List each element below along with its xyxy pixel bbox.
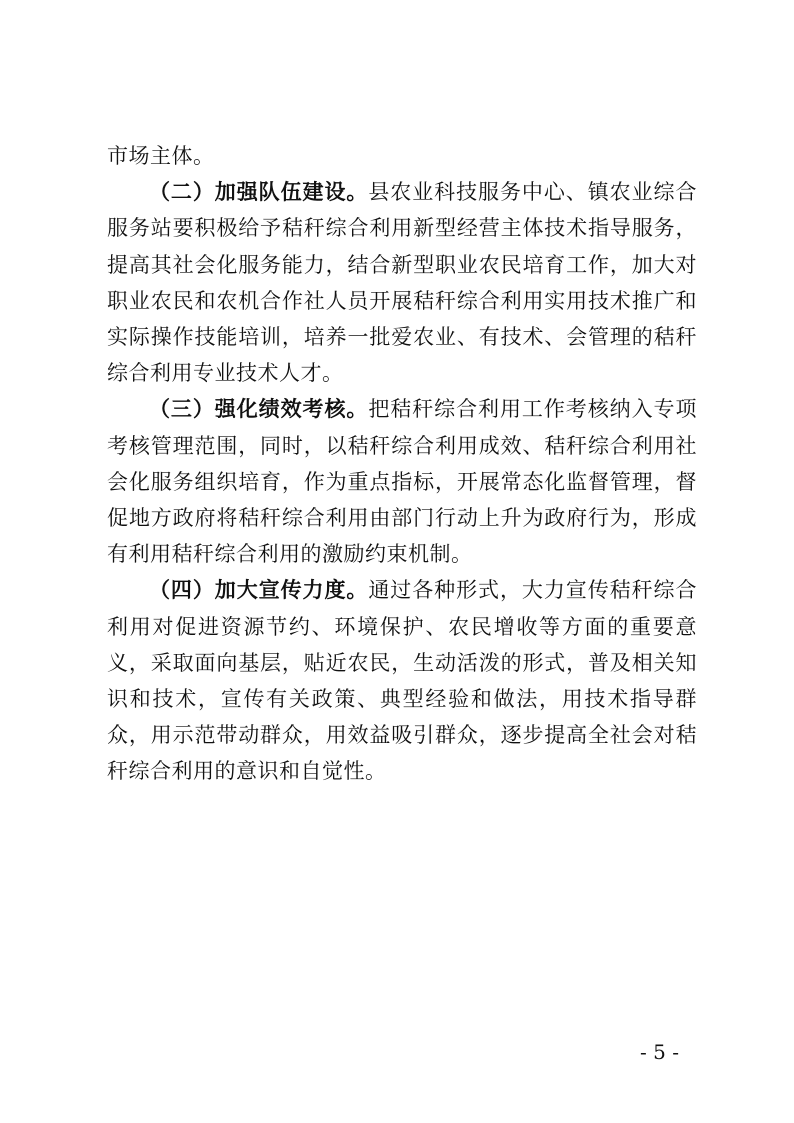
section-heading: （二）加强队伍建设。 [149,179,369,205]
section-heading: （三）强化绩效考核。 [149,396,369,422]
paragraph-team-building [107,174,697,391]
section-heading: （四）加大宣传力度。 [149,577,369,603]
paragraph-text: 通过各种形式，大力宣传秸秆综合利用对促进资源节约、环境保护、农民增收等方面的重要意义，采取面向基层，贴近农民，生动活泼的形式，普及相关知识和技术，宣传有关政策、典型经验和做法，用技术指导群众，用示范带动群众，用效益吸引群众，逐步提高全社会对秸秆综合利用的意识和自觉性。 [107,578,697,784]
paragraph-performance-assessment [107,391,697,572]
paragraph-publicity [107,572,697,789]
document-body [107,138,697,790]
paragraph-continuation [107,138,697,174]
paragraph-text: 市场主体。 [107,144,215,168]
page-number: - 5 - [640,1040,679,1064]
paragraph-text: 县农业科技服务中心、镇农业综合服务站要积极给予秸秆综合利用新型经营主体技术指导服务，提高其社会化服务能力，结合新型职业农民培育工作，加大对职业农民和农机合作社人员开展秸秆综合利用实用技术推广和实际操作技能培训，培养一批爱农业、有技术、会管理的秸秆综合利用专业技术人才。 [107,180,697,386]
paragraph-text: 把秸秆综合利用工作考核纳入专项考核管理范围，同时，以秸秆综合利用成效、秸秆综合利用社会化服务组织培育，作为重点指标，开展常态化监督管理，督促地方政府将秸秆综合利用由部门行动上升为政府行为，形成有利用秸秆综合利用的激励约束机制。 [107,397,697,567]
